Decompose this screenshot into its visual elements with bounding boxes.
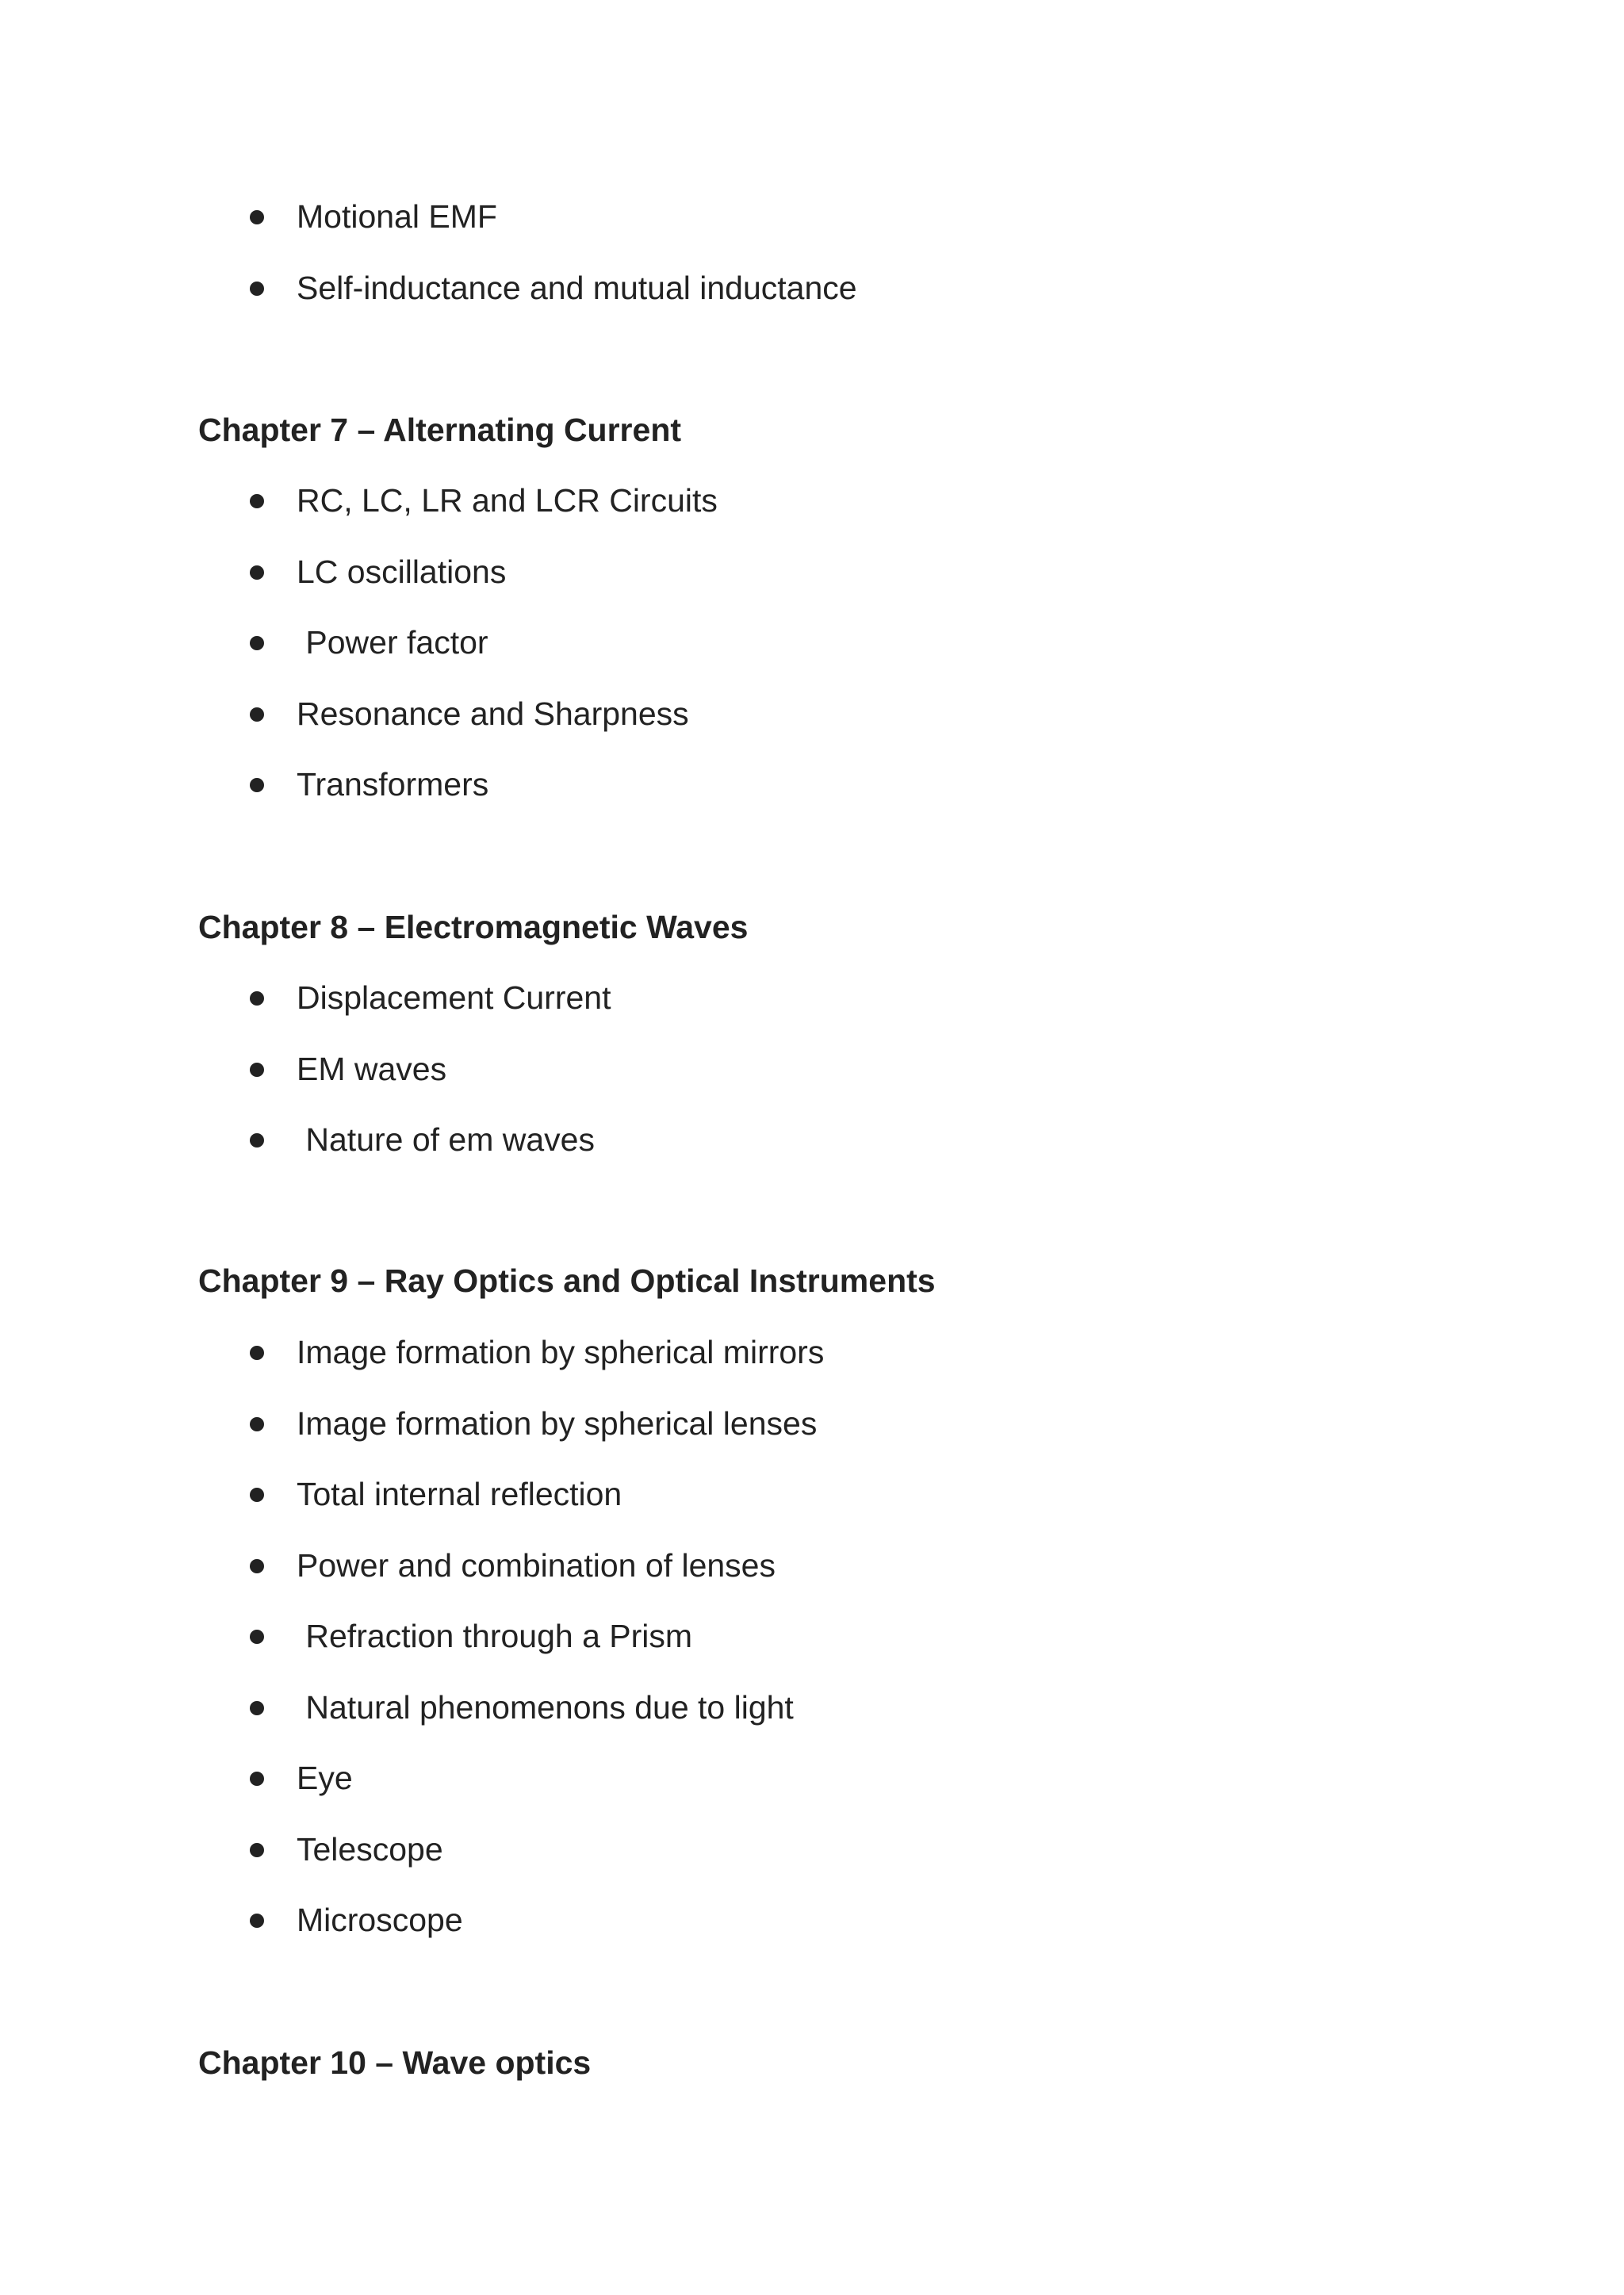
bullet-icon <box>250 1346 264 1360</box>
list-item <box>0 978 1624 1025</box>
list-item <box>0 1049 1624 1097</box>
list-item-text: Microscope <box>297 1902 463 1938</box>
list-item <box>0 1758 1624 1806</box>
bullet-icon <box>250 1701 264 1715</box>
list-item <box>0 1688 1624 1735</box>
list-item-text: Resonance and Sharpness <box>297 695 689 732</box>
list-item-text: Total internal reflection <box>297 1476 622 1512</box>
bullet-icon <box>250 636 264 650</box>
bullet-icon <box>250 1772 264 1786</box>
list-item-text: Refraction through a Prism <box>297 1618 693 1654</box>
list-item-text: Natural phenomenons due to light <box>297 1689 794 1726</box>
list-item-text: Image formation by spherical lenses <box>297 1405 818 1442</box>
bullet-icon <box>250 1417 264 1431</box>
list-item-text: Self-inductance and mutual inductance <box>297 270 857 306</box>
bullet-icon <box>250 778 264 792</box>
list-item <box>0 552 1624 600</box>
list-item <box>0 1616 1624 1664</box>
bullet-icon <box>250 210 264 224</box>
list-item-text: Image formation by spherical mirrors <box>297 1334 825 1370</box>
list-item-text: Power and combination of lenses <box>297 1547 776 1584</box>
list-item-text: Displacement Current <box>297 979 611 1016</box>
list-item-text: EM waves <box>297 1051 447 1087</box>
bullet-icon <box>250 1843 264 1857</box>
chapter-heading: Chapter 9 – Ray Optics and Optical Instruments <box>198 1262 936 1299</box>
bullet-icon <box>250 1630 264 1644</box>
list-item-text: Eye <box>297 1760 353 1796</box>
chapter-heading: Chapter 8 – Electromagnetic Waves <box>198 909 749 945</box>
list-item-text: Nature of em waves <box>297 1121 595 1158</box>
list-item <box>0 197 1624 244</box>
list-item <box>0 764 1624 812</box>
list-item <box>0 1474 1624 1522</box>
list-item-text: Motional EMF <box>297 198 497 235</box>
bullet-icon <box>250 282 264 296</box>
bullet-icon <box>250 1559 264 1573</box>
bullet-icon <box>250 565 264 580</box>
bullet-icon <box>250 1133 264 1148</box>
bullet-icon <box>250 707 264 722</box>
list-item <box>0 1120 1624 1167</box>
list-item <box>0 694 1624 741</box>
bullet-icon <box>250 991 264 1006</box>
list-item-text: LC oscillations <box>297 554 507 590</box>
list-item <box>0 481 1624 528</box>
list-item-text: RC, LC, LR and LCR Circuits <box>297 482 718 519</box>
bullet-icon <box>250 1488 264 1502</box>
list-item-text: Telescope <box>297 1831 443 1868</box>
list-item-text: Power factor <box>297 624 488 661</box>
list-item <box>0 1332 1624 1380</box>
list-item <box>0 1546 1624 1593</box>
list-item-text: Transformers <box>297 766 489 803</box>
list-item <box>0 1829 1624 1877</box>
chapter-heading: Chapter 10 – Wave optics <box>198 2044 592 2081</box>
bullet-icon <box>250 494 264 508</box>
list-item <box>0 268 1624 316</box>
list-item <box>0 623 1624 670</box>
list-item <box>0 1404 1624 1451</box>
chapter-heading: Chapter 7 – Alternating Current <box>198 412 682 448</box>
bullet-icon <box>250 1914 264 1928</box>
bullet-icon <box>250 1063 264 1077</box>
list-item <box>0 1900 1624 1948</box>
